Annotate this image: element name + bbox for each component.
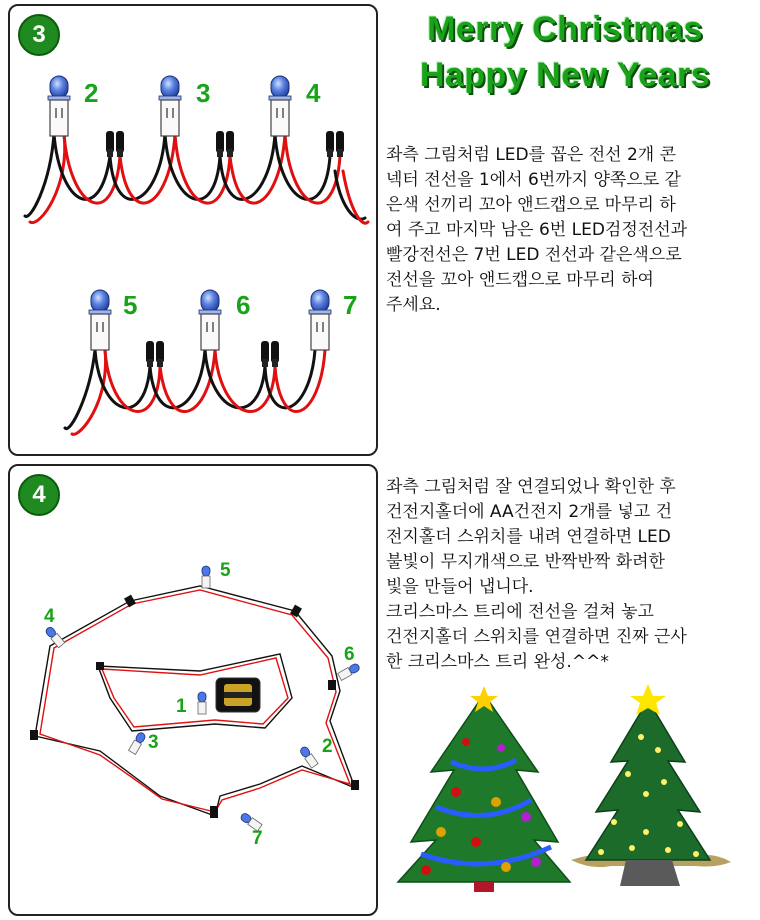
lit-tree [571,684,731,886]
step4-badge: 4 [18,474,60,516]
step4-label-6: 6 [344,644,355,665]
step3-panel [8,4,378,456]
led-4 [269,76,291,136]
step4-label-5: 5 [220,560,231,581]
step4-label-1: 1 [176,696,187,717]
battery-holder [216,678,260,712]
step3-label-3: 3 [196,78,211,108]
step4-label-7: 7 [252,828,263,849]
step4-instructions: 좌측 그림처럼 잘 연결되었나 확인한 후 건전지홀더에 AA건전지 2개를 넣고 건 전지홀더 스위치를 내려 연결하면 LED 불빛이 무지개색으로 반짝반짝 화려한 빛을 만들어 냅니다. 크리스마스 트리에 전선을 걸쳐 놓고 건전지홀더 스위치를 연결하면 진짜 근사 한 크리스마스 트리 완성.^^* [386,477,687,672]
step4-label-4: 4 [44,606,55,627]
title-merry-christmas: Merry Christmas [427,10,703,48]
step4-label-2: 2 [322,736,333,757]
step4-label-3: 3 [148,732,159,753]
title-happy-new-years: Happy New Years [419,56,711,94]
step3-label-7: 7 [343,290,358,320]
led-6 [199,290,221,350]
led-2 [48,76,70,136]
decorated-tree [398,686,570,892]
step3-badge: 3 [18,14,60,56]
step3-wiring-illustration [10,6,376,454]
led-5 [89,290,111,350]
step3-label-5: 5 [123,290,138,320]
step3-label-2: 2 [84,78,99,108]
christmas-trees-illustration [396,682,736,894]
led-3 [159,76,181,136]
step3-label-4: 4 [306,78,321,108]
step4-panel [8,464,378,916]
led-7 [309,290,331,350]
step3-instructions: 좌측 그림처럼 LED를 꼽은 전선 2개 콘 넥터 전선을 1에서 6번까지 양쪽으로 같 은색 선끼리 꼬아 앤드캡으로 마무리 하 여 주고 마지막 남은 6번 LED검정전선과 빨강전선은 7번 LED 전선과 같은색으로 전선을 꼬아 앤드캡으로 마무리 하여 주세요. [386,145,688,315]
step4-circuit-illustration [10,466,376,914]
step3-label-6: 6 [236,290,251,320]
